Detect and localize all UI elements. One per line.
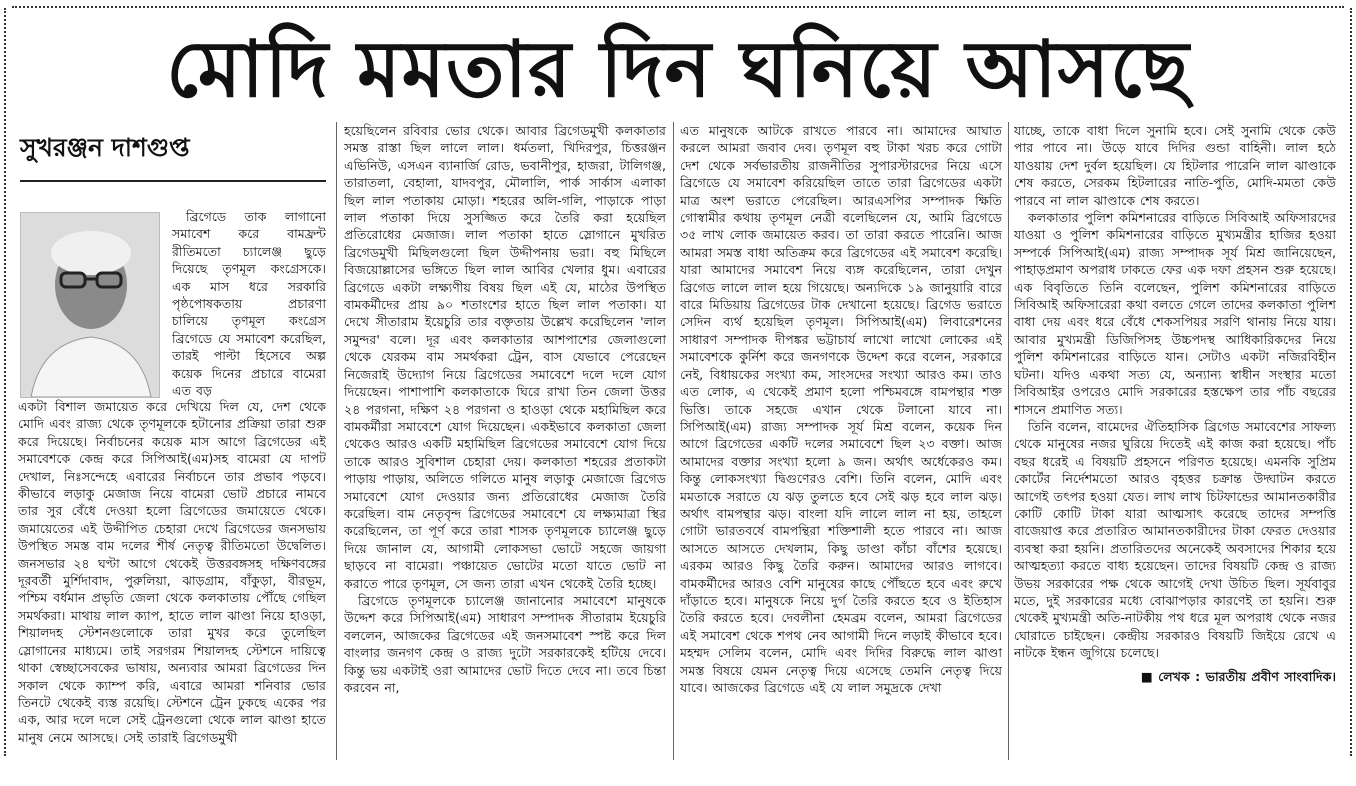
- column-2: [344, 122, 666, 762]
- paragraph: ব্রিগেডে তৃণমূলকে চ্যালেঞ্জ জানানোর সমাবেশে মানুষকে উদ্দেশ করে সিপিআই(এম) সাধারণ সম্পাদক সীতারাম ইয়েচুরি বললেন, আজকের ব্রিগেডের এই জনসমাবেশ স্পষ্ট করে দিল বাংলার জনগণ কেন্দ্র ও রাজ্য দুটো সরকারকেই হটিয়ে দেবে। কিন্তু ভয় একটাই ওরা আমাদের ভোট দিতে দেবে না। তবে চিন্তা করবেন না,: [344, 592, 666, 695]
- left-border: [4, 8, 6, 756]
- right-border: [1350, 8, 1352, 756]
- column-1-bottom: [18, 398, 326, 760]
- author-note: ■ লেখক : ভারতীয় প্রবীণ সাংবাদিক।: [1140, 668, 1336, 684]
- column-4: [1014, 122, 1336, 762]
- paragraph: হয়েছিলেন রবিবার ভোর থেকে। আবার ব্রিগেডমুখী কলকাতার সমস্ত রাস্তা ছিল লালে লাল। ধর্মতলা, খিদিরপুর, চিত্তরঞ্জন এভিনিউ, এসএন ব্যানার্জি রোড, ভবানীপুর, হাজরা, টালিগঞ্জ, তারাতলা, বেহালা, যাদবপুর, মৌলালি, পার্ক সার্কাস এলাকা ছিল লাল পতাকায় মোড়া। শহরের অলি-গলি, পাড়াকে পাড়া লাল পতাকা দিয়ে সুসজ্জিত করে তৈরি করা হয়েছিল প্রতিরোধের মেজাজ। লাল পতাকা হাতে স্লোগানে মুখরিত ব্রিগেডমুখী মিছিলগুলো ছিল উদ্দীপনায় ভরা। বহু মিছিলে বিজয়োল্লাসের ভঙ্গিতে ছিল লাল আবির খেলার ধুম। এবারের ব্রিগেডে একটা লক্ষ্যণীয় বিষয় ছিল এই যে, মাঠের উপস্থিত বামকর্মীদের প্রায় ৯০ শতাংশের হাতে ছিল লাল পতাকা। যা দেখে সীতারাম ইয়েচুরি তার বক্তৃতায় উল্লেখ করেছিলেন 'লাল সমুন্দর' বলে। দূর এবং কলকাতার আশপাশের জেলাগুলো থেকে যেরকম বাম সমর্থকরা ট্রেন, বাস যেভাবে পেরেছেন নিজেরাই উদ্যোগ নিয়ে ব্রিগেডের সমাবেশে দলে দলে যোগ দিয়েছেন। পাশাপাশি কলকাতাকে ঘিরে রাখা তিন জেলা উত্তর ২৪ পরগনা, দক্ষিণ ২৪ পরগনা ও হাওড়া থেকে মহামিছিল করে বামকর্মীরা সমাবেশে যোগ দিয়েছেন। একইভাবে কলকাতা জেলা থেকেও আরও একটি মহামিছিল ব্রিগেডের সমাবেশে যোগ দিয়ে তাকে আরও সুবিশাল চেহারা দেয়। কলকাতা শহরের প্রতাকটা পাড়ায় পাড়ায়, অলিতে গলিতে মানুষ লড়াকু মেজাজে ব্রিগেড সমাবেশে যোগ দেওয়ার জন্য প্রতিরোধের মেজাজ তৈরি করেছিল। বাম নেতৃবৃন্দ ব্রিগেডের সমাবেশে যে লক্ষ্যমাত্রা স্থির করেছিলেন, তা পূর্ণ করে তারা শাসক তৃণমূলকে চ্যালেঞ্জ ছুড়ে দিয়ে জানাল যে, আগামী লোকসভা ভোটে সহজে জায়গা ছাড়বে না বামেরা। পঞ্চায়েত ভোটের মতো যাতে ভোট না করাতে পারে তৃণমূল, সে জন্য তারা এখন থেকেই তৈরি হচ্ছে।: [344, 123, 666, 591]
- column-divider: [1008, 122, 1009, 760]
- top-border: [12, 6, 1344, 8]
- paragraph: যাচ্ছে, তাকে বাধা দিলে সুনামি হবে। সেই সুনামি থেকে কেউ পার পাবে না। উড়ে যাবে দিদির গুন্ডা বাহিনী। লাল হঠে যাওয়ায় দেশ দুর্বল হয়েছিল। যে হিটলার পারেনি লাল ঝাণ্ডাকে শেষ করতে, সেরকম হিটলারের নাতি-পুতি, মোদি-মমতা কেউ পারবে না লাল ঝাণ্ডাকে শেষ করতে।: [1014, 123, 1336, 208]
- paragraph: ব্রিগেডে তাক লাগানো সমাবেশ করে বামফ্রন্ট রীতিমতো চ্যালেঞ্জ ছুড়ে দিয়েছে তৃণমূল কংগ্রেসকে। এক মাস ধরে সরকারি পৃষ্ঠপোষকতায় প্রচারণা চালিয়ে তৃণমূল কংগ্রেস ব্রিগেডে যে সমাবেশ করেছিল, তারই পাল্টা হিসেবে অল্প কয়েক দিনের প্রচারে বামেরা এত বড়: [172, 209, 326, 398]
- column-divider: [336, 122, 337, 760]
- paragraph: তিনি বলেন, বামেদের ঐতিহাসিক ব্রিগেড সমাবেশের সাফল্য থেকে মানুষের নজর ঘুরিয়ে দিতেই এই কাজ করা হয়েছে। পাঁচ বছর ধরেই এ বিষয়টি প্রহসনে পরিণত হয়েছে। এমনকি সুপ্রিম কোর্টের নির্দেশমতো আরও বৃহত্তর চক্রান্ত উদ্ঘাটন করতে আগেই তৎপর হওয়া যেত। লাখ লাখ চিটফান্ডের আমানতকারীর কোটি কোটি টাকা যারা আত্মসাৎ করেছে তাদের সম্পত্তি বাজেয়াপ্ত করে প্রতারিত আমানতকারীদের টাকা ফেরত দেওয়ার ব্যবস্থা করা হয়নি। প্রতারিতদের অনেকেই অবসাদের শিকার হয়ে আত্মহত্যা করতে বাধ্য হয়েছেন। তাদের বিষয়টি কেন্দ্র ও রাজ্য উভয় সরকারের পক্ষ থেকে আগেই দেখা উচিত ছিল। সূর্যবাবুর মতে, দুই সরকারের মধ্যে বোঝাপড়ার কারণেই তা হয়নি। শুরু থেকেই মুখ্যমন্ত্রী অতি-নাটকীয় পথ ধরে মূল অপরাধ থেকে নজর ঘোরাতে চাইছেন। কেন্দ্রীয় সরকারও বিষয়টি জিইয়ে রেখে এ নাটকে ইন্ধন জুগিয়ে চলেছে।: [1014, 418, 1336, 661]
- paragraph: একটা বিশাল জমায়েত করে দেখিয়ে দিল যে, দেশ থেকে মোদি এবং রাজ্য থেকে তৃণমূলকে হটানোর প্রক্রিয়া তারা শুরু করে দিয়েছে। নির্বাচনের কয়েক মাস আগে ব্রিগেডের এই সমাবেশকে কেন্দ্র করে সিপিআই(এম)সহ বামেরা যে দাপট দেখাল, নিঃসন্দেহে এবারের নির্বাচনে তার প্রভাব পড়বে। কীভাবে লড়াকু মেজাজ নিয়ে বামেরা ভোট প্রচারে নামবে তার সুর বেঁধে দেওয়া হলো ব্রিগেডের জমায়েতে থেকে। জমায়েতের এই উদ্দীপিত চেহারা দেখে ব্রিগেডের জনসভায় উপস্থিত সমস্ত বাম দলের শীর্ষ নেতৃত্ব রীতিমতো উদ্বেলিত। জনসভার ২৪ ঘণ্টা আগে থেকেই উত্তরবঙ্গসহ দক্ষিণবঙ্গের দূরবর্তী মুর্শিদাবাদ, পুরুলিয়া, ঝাড়গ্রাম, বাঁকুড়া, বীরভূম, পশ্চিম বর্ধমান প্রভৃতি জেলা থেকে কলকাতায় পৌঁছে গেছিল সমর্থকরা। মাথায় লাল ক্যাপ, হাতে লাল ঝাণ্ডা নিয়ে হাওড়া, শিয়ালদহ স্টেশনগুলোকে তারা মুখর করে তুলেছিল স্লোগানের মাধ্যমে। তাই সরগরম শিয়ালদহ স্টেশনে দায়িত্বে থাকা স্বেচ্ছাসেবকের ভাষায়, অন্যবার আমরা ব্রিগেডের দিন সকাল থেকে ক্যাম্প করি, এবারে আমরা শনিবার ভোর তিনটে থেকেই ব্যস্ত রয়েছি। স্টেশনে ট্রেন ঢুকছে একের পর এক, আর দলে দলে সেই ট্রেনগুলো থেকে লাল ঝাণ্ডা হাতে মানুষ নেমে আসছে। সেই তারাই ব্রিগেডমুখী: [18, 399, 326, 745]
- paragraph: কলকাতার পুলিশ কমিশনারের বাড়িতে সিবিআই অফিসারদের যাওয়া ও পুলিশ কমিশনারের বাড়িতে মুখ্যমন্ত্রীর হাজির হওয়া সম্পর্কে সিপিআই(এম) রাজ্য সম্পাদক সূর্য মিশ্র জানিয়েছেন, পাহাড়প্রমাণ অপরাধ ঢাকতে ফের এক দফা প্রহসন শুরু হয়েছে। এক বিবৃতিতে তিনি বলেছেন, পুলিশ কমিশনারের বাড়িতে সিবিআই অফিসারেরা কথা বলতে গেলে তাদের কলকাতা পুলিশ বাধা দেয় এবং ধরে বেঁধে শেকসপিয়র সরণি থানায় নিয়ে যায়। আবার মুখ্যমন্ত্রী ডিজিপিসহ উচ্চপদস্থ আধিকারিকদের নিয়ে পুলিশ কমিশনারের বাড়িতে যান। সেটাও একটা নজিরবিহীন ঘটনা। যদিও একথা সত্য যে, অন্যান্য স্বাধীন সংস্থার মতো সিবিআইর ওপরেও মোদি সরকারের হস্তক্ষেপ তার পাঁচ বছরের শাসনে প্রমাণিত সত্য।: [1014, 210, 1336, 417]
- author-photo: [20, 212, 160, 398]
- headline: মোদি মমতার দিন ঘনিয়ে আসছে: [166, 24, 1190, 115]
- author-portrait-image: [21, 213, 159, 397]
- author-byline: সুখরঞ্জন দাশগুপ্ত: [20, 133, 190, 162]
- paragraph: এত মানুষকে আটকে রাখতে পারবে না। আমাদের আঘাত করলে আমরা জবাব দেব। তৃণমূল বহু টাকা খরচ করে গোটা দেশ থেকে সর্বভারতীয় রাজনীতির সুপারস্টারদের নিয়ে এসে ব্রিগেডে যে সমাবেশ করিয়েছিল তাতে তারা ব্রিগেডের একটা মাত্র অংশ ভরাতে পেরেছিল। আরএসপির সম্পাদক ক্ষিতি গোস্বামীর কথায় তৃণমূল নেত্রী বলেছিলেন যে, আমি ব্রিগেডে ৩৫ লাখ লোক জমায়েত করব। তা তারা করতে পারেনি। আজ আমরা সমস্ত বাধা অতিক্রম করে ব্রিগেডের এই সমাবেশ করেছি। যারা আমাদের সমাবেশ নিয়ে ব্যঙ্গ করেছিলেন, তারা দেখুন ব্রিগেড লালে লাল হয়ে গিয়েছে। অন্যদিকে ১৯ জানুয়ারি বারে বারে মিডিয়ায় ব্রিগেডের টাক দেখানো হয়েছে। ব্রিগেড ভরাতে সেদিন ব্যর্থ হয়েছিল তৃণমূল। সিপিআই(এম) লিবারেশনের সাধারণ সম্পাদক দীপঙ্কর ভট্টাচার্য লাখো লাখো লোকের এই সমাবেশকে কুর্নিশ করে জনগণকে উদ্দেশ করে বলেন, সরকারে নেই, বিধায়কের সংখ্যা কম, সাংসদের সংখ্যা আরও কম। তাও এত লোক, এ থেকেই প্রমাণ হলো পশ্চিমবঙ্গে বামপন্থার শক্ত ভিত্তি। তাকে সহজে এখান থেকে টলানো যাবে না। সিপিআই(এম) রাজ্য সম্পাদক সূর্য মিশ্র বলেন, কয়েক দিন আগে ব্রিগেডের একটি দলের সমাবেশে ছিল ২৩ বক্তা। আজ আমাদের বক্তার সংখ্যা হলো ৯ জন। অর্থাৎ অর্ধেকেরও কম। কিন্তু লোকসংখ্যা দ্বিগুণেরও বেশি। তিনি বলেন, মোদি এবং মমতাকে সরাতে যে ঝড় তুলতে হবে সেই ঝড় হবে লাল ঝড়। অর্থাৎ বামপন্থার ঝড়। বাংলা যদি লালে লাল না হয়, তাহলে গোটা ভারতবর্ষে বামপন্থিরা শক্তিশালী হতে পারবে না। আজ আসতে আসতে দেখলাম, কিছু ডাণ্ডা কাঁচা বাঁশের হয়েছে। এরকম আরও কিছু তৈরি করুন। আমাদের আরও লাগবে। বামকর্মীদের আরও বেশি মানুষের কাছে পৌঁছতে হবে এবং রুখে দাঁড়াতে হবে। মানুষকে নিয়ে দুর্গ তৈরি করতে হবে ও ইতিহাস তৈরি করতে হবে। দেবলীনা হেমব্রম বলেন, আমরা ব্রিগেডের এই সমাবেশ থেকে শপথ নেব আগামী দিনে লড়াই কীভাবে হবে। মহম্মদ সেলিম বলেন, মোদি এবং দিদির বিরুদ্ধে লাল ঝাণ্ডা সমস্ত বিষয়ে যেমন নেতৃত্ব দিয়ে এসেছে তেমনি নেতৃত্ব দিয়ে যাবে। আজকের ব্রিগেডে এই যে লাল সমুদ্রকে দেখা: [680, 123, 1002, 695]
- column-divider: [673, 122, 674, 760]
- byline-rule: [20, 180, 326, 182]
- column-3: [680, 122, 1002, 762]
- column-1-top: [172, 208, 326, 398]
